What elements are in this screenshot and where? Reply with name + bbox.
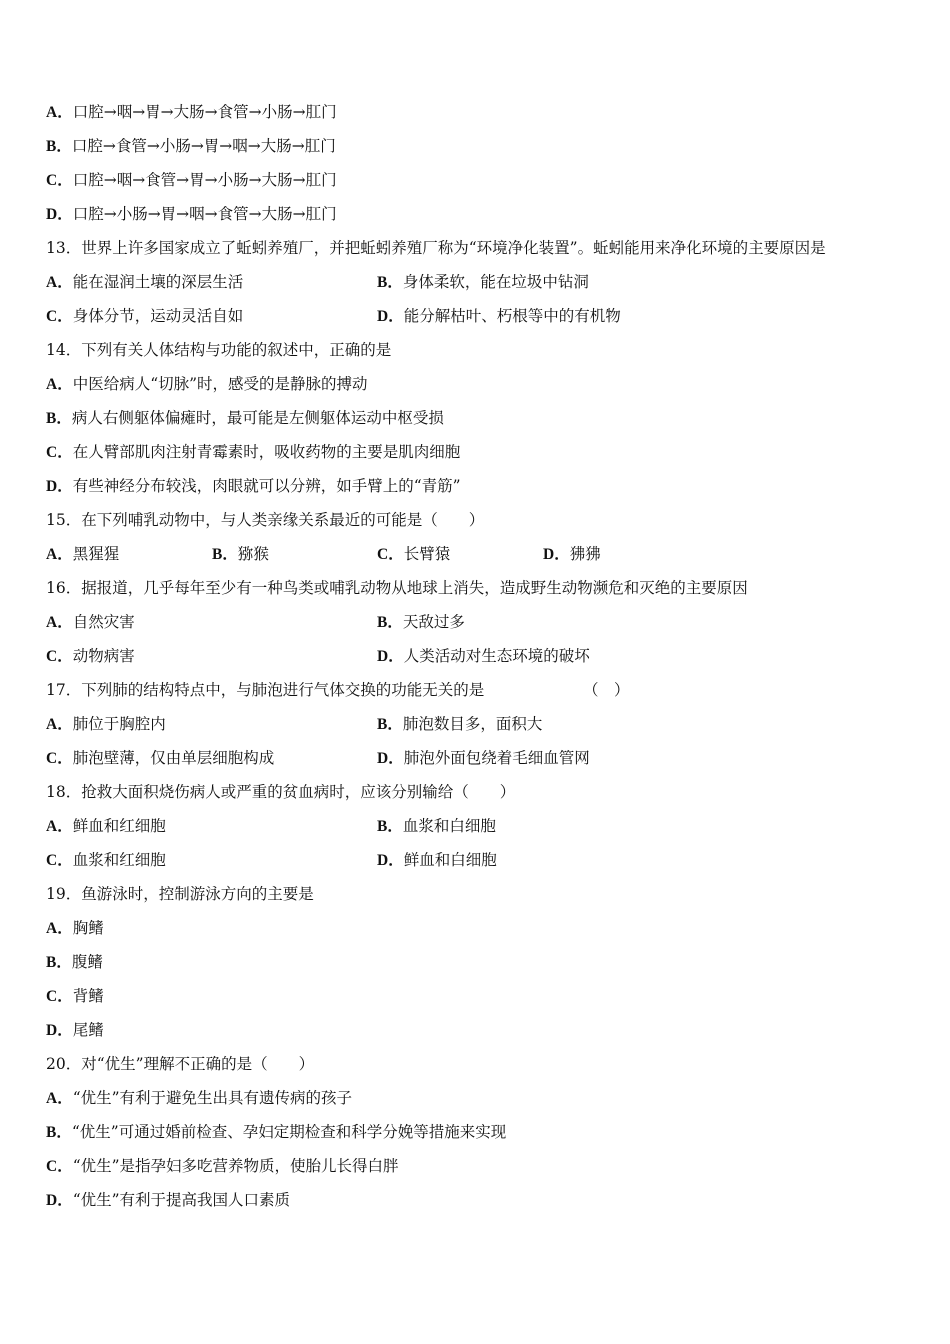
option-text: “优生”可通过婚前检查、孕妇定期检查和科学分娩等措施来实现 <box>71 1123 507 1141</box>
q15-option-a <box>46 542 119 566</box>
option-text: 病人右侧躯体偏瘫时，最可能是左侧躯体运动中枢受损 <box>71 409 444 427</box>
option-label: A． <box>46 818 73 835</box>
q13-option-b <box>377 270 589 294</box>
q20-stem: 20．对“优生”理解不正确的是（ ） <box>46 1055 315 1073</box>
option-text: 血浆和红细胞 <box>72 851 166 869</box>
option-label: D． <box>377 750 404 767</box>
q18-option-b <box>377 814 496 838</box>
option-label: C． <box>46 988 73 1005</box>
option-label: D． <box>46 1192 73 1209</box>
option-text: 猕猴 <box>237 545 269 563</box>
option-text: 肺泡数目多，面积大 <box>402 715 543 733</box>
option-text: 鲜血和红细胞 <box>72 817 166 835</box>
q20-option-a <box>46 1086 352 1110</box>
q19-stem: 19．鱼游泳时，控制游泳方向的主要是 <box>46 885 314 903</box>
option-label: D． <box>46 1022 73 1039</box>
q18-option-d <box>377 848 497 872</box>
q19-option-a <box>46 916 104 940</box>
q19-option-c <box>46 984 104 1008</box>
option-text: 天敌过多 <box>402 613 465 631</box>
q14-option-b <box>46 406 444 430</box>
option-label: D． <box>377 852 404 869</box>
option-label: A． <box>46 376 73 393</box>
q20-option-b <box>46 1120 506 1144</box>
option-text: 动物病害 <box>72 647 135 665</box>
option-label: B． <box>377 614 403 631</box>
q15-option-d <box>543 542 601 566</box>
q15-option-c <box>377 542 450 566</box>
option-label: D． <box>46 478 73 495</box>
option-label: B． <box>377 716 403 733</box>
option-label: D． <box>377 648 404 665</box>
option-label: D． <box>543 546 570 563</box>
q16-option-b <box>377 610 465 634</box>
q18-option-a <box>46 814 166 838</box>
q18-stem: 18．抢救大面积烧伤病人或严重的贫血病时，应该分别输给（ ） <box>46 783 516 801</box>
option-text: 口腔→咽→食管→胃→小肠→大肠→肛门 <box>72 171 337 189</box>
option-text: 中医给病人“切脉”时，感受的是静脉的搏动 <box>72 375 368 393</box>
option-label: B． <box>46 954 72 971</box>
option-label: B． <box>46 138 72 155</box>
option-text: 长臂猿 <box>403 545 451 563</box>
option-label: C． <box>46 1158 73 1175</box>
option-label: C． <box>46 852 73 869</box>
option-text: 口腔→咽→胃→大肠→食管→小肠→肛门 <box>72 103 337 121</box>
option-text: 在人臂部肌肉注射青霉素时，吸收药物的主要是肌肉细胞 <box>72 443 461 461</box>
q17-option-b <box>377 712 542 736</box>
option-label: C． <box>46 308 73 325</box>
q20-option-d <box>46 1188 290 1212</box>
q17-answer-blank: （ ） <box>583 681 630 699</box>
option-text: 鲜血和白细胞 <box>403 851 497 869</box>
option-text: 腹鳍 <box>71 953 103 971</box>
option-text: 胸鳍 <box>72 919 104 937</box>
option-label: C． <box>46 444 73 461</box>
q13-option-a <box>46 270 243 294</box>
option-text: “优生”有利于避免生出具有遗传病的孩子 <box>72 1089 353 1107</box>
q12-option-d <box>46 202 337 226</box>
option-label: A． <box>46 1090 73 1107</box>
option-text: 肺泡外面包绕着毛细血管网 <box>403 749 590 767</box>
option-label: B． <box>46 410 72 427</box>
q16-option-c <box>46 644 135 668</box>
q19-option-d <box>46 1018 104 1042</box>
q15-stem: 15．在下列哺乳动物中，与人类亲缘关系最近的可能是（ ） <box>46 511 485 529</box>
q16-option-d <box>377 644 590 668</box>
option-label: C． <box>46 750 73 767</box>
option-text: 能分解枯叶、朽根等中的有机物 <box>403 307 621 325</box>
option-label: A． <box>46 920 73 937</box>
option-label: A． <box>46 274 73 291</box>
q14-option-a <box>46 372 368 396</box>
option-text: 口腔→食管→小肠→胃→咽→大肠→肛门 <box>71 137 336 155</box>
option-label: D． <box>377 308 404 325</box>
option-text: 能在湿润土壤的深层生活 <box>72 273 244 291</box>
option-text: 血浆和白细胞 <box>402 817 496 835</box>
option-label: A． <box>46 716 73 733</box>
q19-option-b <box>46 950 103 974</box>
q14-option-c <box>46 440 460 464</box>
q12-option-a <box>46 100 337 124</box>
option-label: D． <box>46 206 73 223</box>
option-text: 有些神经分布较浅，肉眼就可以分辨，如手臂上的“青筋” <box>72 477 461 495</box>
q17-stem: 17．下列肺的结构特点中，与肺泡进行气体交换的功能无关的是 <box>46 681 485 699</box>
option-label: A． <box>46 546 73 563</box>
q17-option-c <box>46 746 274 770</box>
q17-option-a <box>46 712 166 736</box>
option-text: 口腔→小肠→胃→咽→食管→大肠→肛门 <box>72 205 337 223</box>
q17-option-d <box>377 746 590 770</box>
option-text: “优生”是指孕妇多吃营养物质，使胎儿长得白胖 <box>72 1157 399 1175</box>
option-label: B． <box>377 818 403 835</box>
q16-option-a <box>46 610 135 634</box>
option-text: 人类活动对生态环境的破坏 <box>403 647 590 665</box>
option-label: B． <box>377 274 403 291</box>
option-label: A． <box>46 614 73 631</box>
option-text: 自然灾害 <box>72 613 135 631</box>
q20-option-c <box>46 1154 399 1178</box>
option-label: B． <box>212 546 238 563</box>
option-text: 黑猩猩 <box>72 545 120 563</box>
q13-option-c <box>46 304 243 328</box>
q18-option-c <box>46 848 166 872</box>
option-label: C． <box>46 648 73 665</box>
q12-option-c <box>46 168 337 192</box>
q14-option-d <box>46 474 461 498</box>
q14-stem: 14．下列有关人体结构与功能的叙述中，正确的是 <box>46 341 392 359</box>
q13-stem: 13．世界上许多国家成立了蚯蚓养殖厂，并把蚯蚓养殖厂称为“环境净化装置”。蚯蚓能用来净化环境的主要原因是 <box>46 239 826 257</box>
option-text: 身体分节，运动灵活自如 <box>72 307 244 325</box>
option-text: 背鳍 <box>72 987 104 1005</box>
q12-option-b <box>46 134 336 158</box>
option-text: 身体柔软，能在垃圾中钻洞 <box>402 273 589 291</box>
option-text: 肺位于胸腔内 <box>72 715 166 733</box>
option-text: “优生”有利于提高我国人口素质 <box>72 1191 291 1209</box>
q16-stem: 16．据报道，几乎每年至少有一种鸟类或哺乳动物从地球上消失，造成野生动物濒危和灭绝的主要原因 <box>46 579 748 597</box>
option-text: 尾鳍 <box>72 1021 104 1039</box>
option-label: C． <box>377 546 404 563</box>
q15-option-b <box>212 542 269 566</box>
option-label: C． <box>46 172 73 189</box>
option-text: 肺泡壁薄，仅由单层细胞构成 <box>72 749 275 767</box>
option-label: B． <box>46 1124 72 1141</box>
option-label: A． <box>46 104 73 121</box>
option-text: 狒狒 <box>569 545 601 563</box>
q13-option-d <box>377 304 621 328</box>
